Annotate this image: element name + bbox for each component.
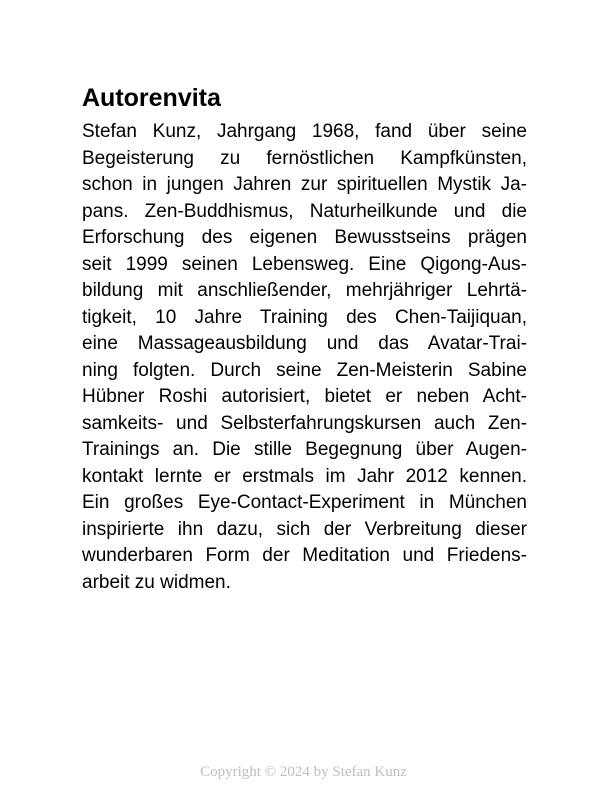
bio-line: Hübner Roshi autorisiert, bietet er neben Acht- (82, 386, 527, 407)
bio-line: inspirierte ihn dazu, sich der Verbreitung dieser (82, 518, 527, 540)
author-biography (82, 119, 527, 596)
bio-line: pans. Zen-Buddhismus, Naturheilkunde und die (82, 200, 527, 222)
bio-line: samkeits- und Selbsterfahrungskursen auch Zen- (82, 412, 527, 434)
bio-line: Begeisterung zu fernöstlichen Kampfkünsten, (82, 147, 527, 169)
bio-line: ning folgten. Durch seine Zen-Meisterin Sabine (82, 359, 527, 381)
bio-line: eine Massageausbildung und das Avatar-Trai- (82, 333, 527, 354)
bio-line: bildung mit anschließender, mehrjähriger Lehrtä- (82, 280, 527, 301)
bio-line: wunderbaren Form der Meditation und Friedens- (82, 545, 527, 566)
bio-line: Ein großes Eye-Contact-Experiment in München (82, 492, 527, 513)
bio-line: tigkeit, 10 Jahre Training des Chen-Taijiquan, (82, 306, 527, 328)
bio-line: seit 1999 seinen Lebensweg. Eine Qigong-Aus- (82, 253, 527, 275)
bio-line: Erforschung des eigenen Bewusstseins prägen (82, 227, 527, 248)
copyright-notice: Copyright © 2024 by Stefan Kunz (200, 764, 407, 780)
bio-line: arbeit zu widmen. (82, 571, 231, 593)
bio-line: kontakt lernte er erstmals im Jahr 2012 kennen. (82, 465, 527, 487)
bio-line: schon in jungen Jahren zur spirituellen Mystik Ja- (82, 174, 527, 195)
page-heading: Autorenvita (82, 84, 221, 112)
bio-line: Trainings an. Die stille Begegnung über Augen- (82, 439, 527, 460)
bio-line: Stefan Kunz, Jahrgang 1968, fand über seine (82, 121, 527, 142)
